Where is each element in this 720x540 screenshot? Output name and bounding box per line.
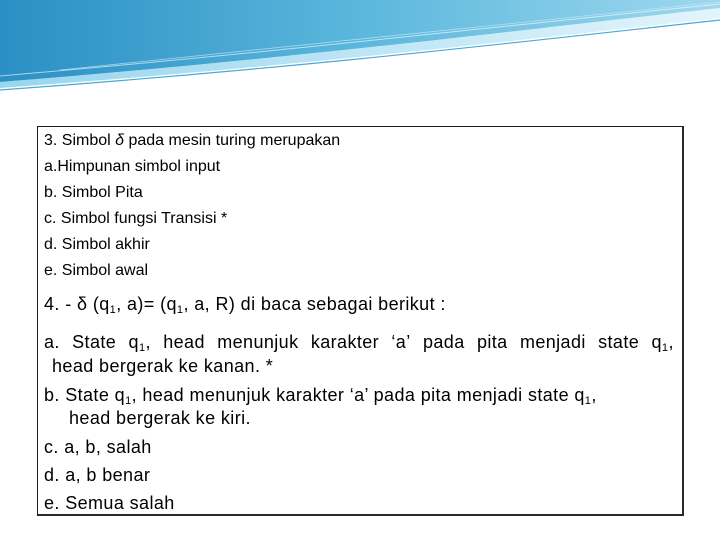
subscript: 1 xyxy=(176,304,184,316)
subscript: 1 xyxy=(138,342,146,354)
q3-option-b: b. Simbol Pita xyxy=(44,184,143,201)
q4-prompt-part: (q xyxy=(87,294,110,314)
q4-option-a-line-1 xyxy=(44,332,674,353)
subscript: 1 xyxy=(109,304,117,316)
q4-prompt-part: 4. - xyxy=(44,294,78,314)
q4-option-b-line-2: head bergerak ke kiri. xyxy=(69,408,251,428)
word: State xyxy=(72,332,117,352)
delta-symbol: δ xyxy=(115,132,125,149)
q3-option-d: d. Simbol akhir xyxy=(44,236,150,253)
q4-prompt-part: , a, R) di baca sebagai berikut : xyxy=(183,294,446,314)
word: menunjuk xyxy=(217,332,299,352)
delta-symbol: δ xyxy=(77,294,88,314)
subscript: 1 xyxy=(125,395,132,407)
word-q1: $q_1$, xyxy=(651,332,674,354)
word: q xyxy=(128,332,139,352)
q4-option-d: d. a, b benar xyxy=(44,465,151,485)
subscript: 1 xyxy=(661,342,669,354)
q4-option-c: c. a, b, salah xyxy=(44,437,152,457)
subscript: 1 xyxy=(584,395,592,407)
q4-b-part: , head menunjuk karakter ‘a’ pada pita menjadi state q xyxy=(131,385,585,405)
q4-prompt-part: , a)= (q xyxy=(116,294,177,314)
word: menjadi xyxy=(519,332,586,352)
q3-option-a: a.Himpunan simbol input xyxy=(44,158,221,175)
q4-option-a-line-2: head bergerak ke kanan. * xyxy=(52,356,274,376)
q3-option-c: c. Simbol fungsi Transisi * xyxy=(44,210,228,227)
q3-option-e: e. Simbol awal xyxy=(44,262,149,279)
q3-prompt-text: 3. Simbol xyxy=(44,132,116,149)
q4-b-part: , xyxy=(591,385,597,405)
word: state xyxy=(598,332,640,352)
word: karakter xyxy=(310,332,380,352)
q3-prompt-text-cont: pada mesin turing merupakan xyxy=(124,132,341,149)
word-q1: $q_1$, xyxy=(128,332,151,354)
question-box xyxy=(37,126,684,516)
q4-option-e: e. Semua salah xyxy=(44,493,175,513)
word: pita xyxy=(476,332,508,352)
q4-option-b-line-1 xyxy=(44,385,597,406)
q4-b-part: b. State q xyxy=(44,385,126,405)
question-3-prompt xyxy=(44,132,340,150)
word: head xyxy=(163,332,205,352)
question-4-prompt xyxy=(44,294,446,315)
word: q xyxy=(651,332,662,352)
word: a. xyxy=(44,332,60,352)
header-wave-decoration xyxy=(0,0,720,95)
word: pada xyxy=(422,332,465,352)
word: ‘a’ xyxy=(391,332,411,352)
